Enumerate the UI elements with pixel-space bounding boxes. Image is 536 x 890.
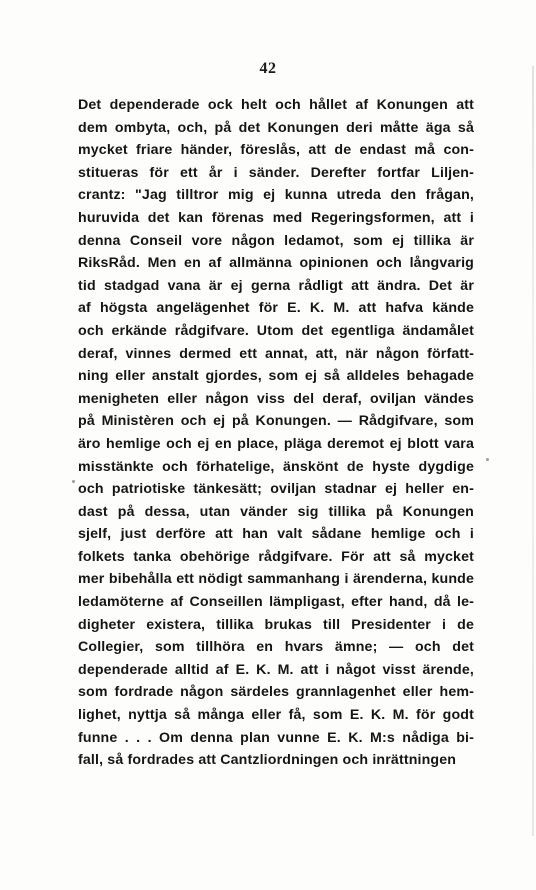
text-line: menigheten eller någon viss del deraf, oviljan vändes bbox=[78, 390, 474, 407]
text-line: ledamöterne af Conseillen lämpligast, efter hand, då le- bbox=[78, 594, 474, 611]
text-line: folkets tanka obehörige rådgifvare. För att så mycket bbox=[78, 548, 474, 565]
text-line: äro hemlige och ej en place, pläga deremot ej blott vara bbox=[78, 435, 474, 452]
text-line: huruvida det kan förenas med Regeringsformen, att i bbox=[78, 209, 474, 226]
text-line: dem ombyta, och, på det Konungen deri måtte äga så bbox=[78, 119, 474, 136]
text-line: dast på dessa, utan vänder sig tillika på Konungen bbox=[78, 503, 474, 520]
text-line: sjelf, just derföre att han valt sådane hemlige och i bbox=[78, 526, 474, 543]
text-line: RiksRåd. Men en af allmänna opinionen och långvarig bbox=[78, 255, 474, 272]
print-speck bbox=[486, 458, 489, 461]
text-line: tid stadgad vana är ej gerna rådligt att ändra. Det är bbox=[78, 277, 474, 294]
page-number: 42 bbox=[259, 60, 277, 77]
page-edge-shadow bbox=[532, 66, 534, 836]
text-line: denna Conseil vore någon ledamot, som ej tillika är bbox=[78, 232, 474, 249]
text-line: och patriotiske tänkesätt; oviljan stadnar ej heller en- bbox=[78, 481, 474, 498]
body-text bbox=[78, 94, 474, 772]
text-line: Collegier, som tillhöra en hvars ämne; — och det bbox=[78, 639, 474, 656]
text-line: mycket friare händer, föreslås, att de endast må con- bbox=[78, 142, 474, 159]
text-line: mer bibehålla ett nödigt sammanhang i ärenderna, kunde bbox=[78, 571, 474, 588]
print-speck bbox=[72, 480, 75, 483]
text-line: af högsta angelägenhet för E. K. M. att hafva kände bbox=[78, 300, 474, 317]
text-line: fall, så fordrades att Cantzliordningen och inrättningen bbox=[78, 752, 457, 769]
text-line: stitueras för ett år i sänder. Derefter fortfar Liljen- bbox=[78, 164, 474, 181]
text-line: deraf, vinnes dermed ett annat, att, när någon författ- bbox=[78, 345, 474, 362]
text-line: crantz: "Jag tilltror mig ej kunna utreda den frågan, bbox=[78, 187, 474, 204]
text-line: och erkände rådgifvare. Utom det egentliga ändamålet bbox=[78, 322, 474, 339]
text-line: som fordrade någon särdeles grannlagenhet eller hem- bbox=[78, 684, 474, 701]
text-line: funne . . . Om denna plan vunne E. K. M:s nådiga bi- bbox=[78, 729, 474, 746]
text-line: dependerade alltid af E. K. M. att i något visst ärende, bbox=[78, 661, 474, 678]
text-line: Det dependerade ock helt och hållet af Konungen att bbox=[78, 97, 474, 113]
text-line: lighet, nyttja så många eller få, som E. K. M. för godt bbox=[78, 707, 474, 724]
text-line: digheter existera, tillika brukas till Presidenter i de bbox=[78, 616, 474, 633]
text-line: ning eller anstalt gjordes, som ej så alldeles behagade bbox=[78, 368, 474, 385]
text-line: misstänkte och förhatelige, änskönt de hyste dygdige bbox=[78, 458, 474, 475]
text-line: på Ministèren och ej på Konungen. — Rådgifvare, som bbox=[78, 413, 474, 430]
